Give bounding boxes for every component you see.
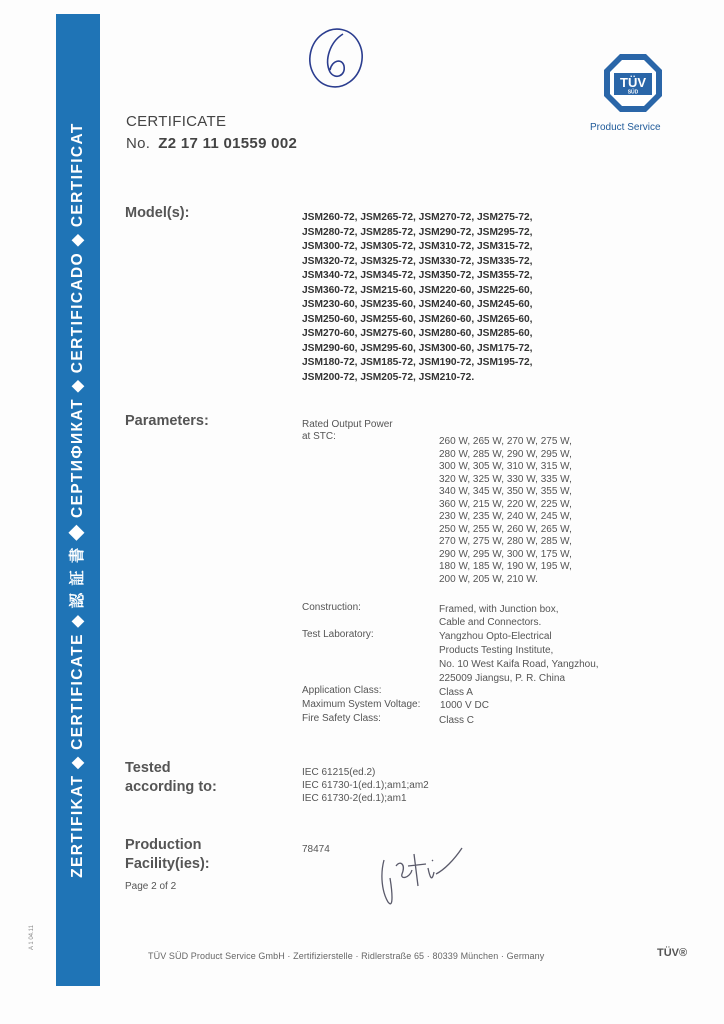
model-line: JSM230-60, JSM235-60, JSM240-60, JSM245-60, — [302, 299, 533, 310]
rated-power-label-stc: at STC: — [302, 431, 336, 442]
application-class-label: Application Class: — [302, 685, 382, 696]
construction-label: Construction: — [302, 602, 361, 613]
tuv-logo-icon — [602, 52, 664, 114]
power-line: 230 W, 235 W, 240 W, 245 W, — [439, 511, 572, 522]
production-label-2: Facility(ies): — [125, 856, 210, 872]
fire-safety-value: Class C — [439, 715, 475, 726]
tested-label-2: according to: — [125, 779, 217, 795]
power-line: 340 W, 345 W, 350 W, 355 W, — [439, 486, 572, 497]
side-code: A 1 04.11 — [29, 925, 35, 950]
signature-mark — [370, 830, 470, 910]
max-voltage-value: 1000 V DC — [440, 700, 489, 711]
model-line: JSM360-72, JSM215-60, JSM220-60, JSM225-60, — [302, 284, 533, 296]
model-line: JSM270-60, JSM275-60, JSM280-60, JSM285-60, — [302, 328, 533, 339]
power-line: 280 W, 285 W, 290 W, 295 W, — [439, 448, 572, 460]
parameters-label: Parameters: — [125, 413, 209, 429]
power-line: 300 W, 305 W, 310 W, 315 W, — [439, 461, 572, 472]
power-line: 260 W, 265 W, 270 W, 275 W, — [439, 436, 572, 447]
standard-line: IEC 61730-1(ed.1);am1;am2 — [302, 780, 429, 791]
tested-label: Tested — [125, 760, 171, 776]
power-line: 180 W, 185 W, 190 W, 195 W, — [439, 561, 572, 572]
certificate-number-line — [126, 135, 297, 152]
test-lab-line-1: Yangzhou Opto-Electrical — [439, 631, 552, 642]
test-lab-line-4: 225009 Jiangsu, P. R. China — [439, 673, 566, 684]
power-line: 360 W, 215 W, 220 W, 225 W, — [439, 498, 572, 510]
model-line: JSM320-72, JSM325-72, JSM330-72, JSM335-72, — [302, 255, 533, 267]
fire-safety-label: Fire Safety Class: — [302, 713, 381, 724]
standard-line: IEC 61730-2(ed.1);am1 — [302, 793, 407, 804]
handwritten-six-mark — [300, 20, 372, 92]
power-line: 320 W, 325 W, 330 W, 335 W, — [439, 473, 572, 485]
model-line: JSM340-72, JSM345-72, JSM350-72, JSM355-72, — [302, 270, 533, 281]
model-line: JSM260-72, JSM265-72, JSM270-72, JSM275-72, — [302, 212, 533, 223]
certificate-side-band — [56, 14, 100, 986]
power-line: 270 W, 275 W, 280 W, 285 W, — [439, 536, 572, 547]
power-line: 250 W, 255 W, 260 W, 265 W, — [439, 523, 572, 535]
power-line: 200 W, 205 W, 210 W. — [439, 573, 538, 585]
standard-line: IEC 61215(ed.2) — [302, 767, 376, 778]
model-line: JSM180-72, JSM185-72, JSM190-72, JSM195-72, — [302, 357, 533, 368]
logo-main-text: TÜV — [620, 75, 646, 90]
certificate-no-label: No. — [126, 135, 151, 152]
certificate-title: CERTIFICATE — [126, 113, 227, 130]
model-line: JSM200-72, JSM205-72, JSM210-72. — [302, 371, 475, 383]
certificate-number: Z2 17 11 01559 002 — [158, 135, 298, 152]
logo-caption: Product Service — [590, 122, 661, 133]
construction-value-2: Cable and Connectors. — [439, 617, 542, 628]
model-line: JSM300-72, JSM305-72, JSM310-72, JSM315-72, — [302, 241, 533, 252]
test-lab-line-2: Products Testing Institute, — [439, 645, 554, 656]
model-line: JSM280-72, JSM285-72, JSM290-72, JSM295-72, — [302, 226, 533, 238]
application-class-value: Class A — [439, 687, 473, 698]
page-number: Page 2 of 2 — [125, 881, 177, 892]
footer-logo: TÜV® — [657, 947, 688, 959]
rated-power-label: Rated Output Power — [302, 419, 393, 430]
rated-power-values — [439, 436, 572, 586]
production-facility-value: 78474 — [302, 844, 330, 855]
model-line: JSM290-60, JSM295-60, JSM300-60, JSM175-72, — [302, 342, 533, 354]
footer-text: TÜV SÜD Product Service GmbH · Zertifizierstelle · Ridlerstraße 65 · 80339 München · Germany — [148, 951, 545, 961]
test-lab-line-3: No. 10 West Kaifa Road, Yangzhou, — [439, 659, 599, 670]
production-label: Production — [125, 837, 202, 853]
construction-value-1: Framed, with Junction box, — [439, 604, 559, 615]
band-text: ZERTIFIKAT ◆ CERTIFICATE ◆ 認 証 書 ◆ СЕРТИФИКАТ ◆ CERTIFICADO ◆ CERTIFICAT — [69, 122, 86, 878]
logo-sub-text: SÜD — [627, 89, 639, 96]
power-line: 290 W, 295 W, 300 W, 175 W, — [439, 548, 572, 560]
models-list — [302, 211, 592, 385]
test-lab-label: Test Laboratory: — [302, 629, 374, 640]
model-line: JSM250-60, JSM255-60, JSM260-60, JSM265-60, — [302, 313, 533, 325]
models-label: Model(s): — [125, 205, 190, 221]
max-voltage-label: Maximum System Voltage: — [302, 699, 421, 710]
